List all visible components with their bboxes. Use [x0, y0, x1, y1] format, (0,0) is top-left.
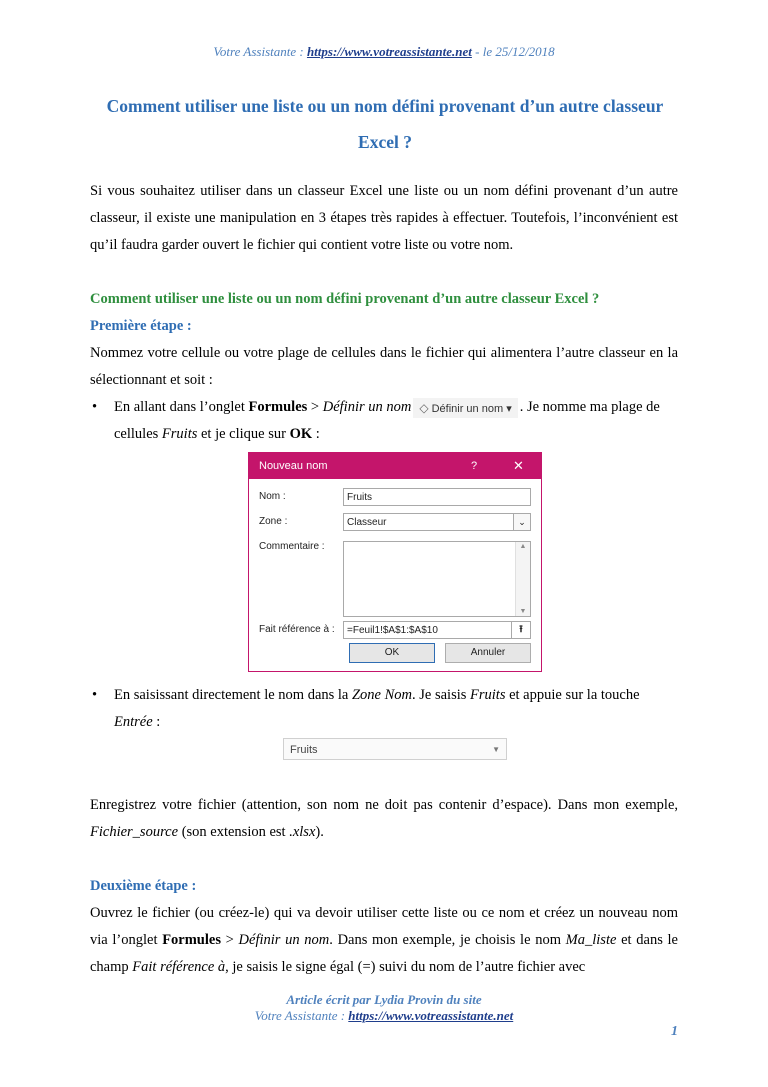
define-name-button[interactable] [413, 398, 517, 418]
step2-paragraph [90, 900, 678, 981]
text-run: (son extension est [178, 824, 290, 840]
text-run: et appuie sur la touche [505, 687, 640, 703]
name-box[interactable] [283, 738, 507, 760]
ref-input-value: =Feuil1!$A$1:$A$10 [347, 625, 438, 636]
chevron-down-icon[interactable]: ⌄ [513, 514, 530, 530]
bullet-item [90, 394, 678, 448]
text-run: et je clique sur [197, 426, 290, 442]
new-name-dialog [248, 452, 542, 672]
text-run-italic: Fruits [470, 687, 506, 703]
footer-link[interactable]: https://www.votreassistante.net [348, 1008, 514, 1023]
step2-heading: Deuxième étape : [90, 878, 197, 894]
text-run-italic: Ma_liste [565, 932, 617, 948]
text-run-italic: Zone Nom [351, 687, 413, 703]
zone-select-value: Classeur [347, 517, 387, 528]
ok-button[interactable]: OK [349, 643, 435, 663]
section-heading: Comment utiliser une liste ou un nom défini provenant d’un autre classeur Excel ? [90, 291, 600, 307]
page-footer [0, 992, 768, 1024]
text-run: Ouvrez le fichier (ou créez-le) qui va devoir utiliser cette liste ou ce nom et créez un nouveau nom via l’onglet [90, 905, 678, 948]
step1-heading: Première étape : [90, 318, 192, 334]
dropdown-arrow-icon[interactable]: ▼ [492, 745, 500, 754]
comment-textarea[interactable] [343, 541, 531, 617]
text-run-italic: Définir un nom [322, 399, 412, 415]
page-number: 1 [671, 1024, 678, 1039]
header-prefix: Votre Assistante : [213, 44, 307, 59]
text-run-italic: Définir un nom [238, 932, 330, 948]
text-run: et dans le champ [90, 932, 678, 975]
bullet1-text [114, 394, 678, 448]
text-run-italic: Fait référence à [132, 959, 226, 975]
footer-prefix: Votre Assistante : [254, 1008, 349, 1023]
header-suffix: - le 25/12/2018 [471, 44, 555, 59]
text-run: ). [315, 824, 324, 840]
text-run: En saisissant directement le nom dans la [114, 687, 352, 703]
comment-label: Commentaire : [259, 541, 325, 552]
step1-text: Nommez votre cellule ou votre plage de cellules dans le fichier qui alimentera l’autre classeur en la sélectionnant et soit : [90, 345, 678, 388]
ref-label: Fait référence à : [259, 624, 335, 635]
dialog-title: Nouveau nom [259, 460, 328, 472]
comment-scrollbar[interactable] [515, 542, 530, 616]
text-run-bold: Formules [248, 399, 308, 415]
zone-select[interactable] [343, 513, 531, 531]
bullet2-text [114, 682, 678, 736]
text-run: > [220, 932, 239, 948]
cancel-button[interactable]: Annuler [445, 643, 531, 663]
bullet-item [90, 682, 678, 736]
tag-icon: ◇ [419, 400, 429, 415]
text-run-bold: Formules [162, 932, 221, 948]
dropdown-arrow-icon: ▾ [506, 402, 512, 415]
dialog-titlebar [249, 453, 541, 479]
save-paragraph [90, 792, 678, 846]
text-run: . Je nomme ma plage de cellules [114, 399, 660, 442]
text-run: : [152, 714, 161, 730]
collapse-dialog-icon[interactable]: ⭱ [511, 622, 530, 638]
page-header [0, 44, 768, 60]
text-run: En allant dans l’onglet [114, 399, 249, 415]
header-link[interactable]: https://www.votreassistante.net [306, 44, 472, 59]
close-icon[interactable]: ✕ [513, 458, 524, 473]
ref-input[interactable] [343, 621, 531, 639]
nom-input[interactable]: Fruits [343, 488, 531, 506]
bullet-dot: • [92, 687, 98, 703]
help-icon[interactable]: ? [471, 460, 478, 472]
text-run-bold: OK [289, 426, 313, 442]
bullet-dot: • [92, 399, 98, 415]
define-name-button-label: Définir un nom [431, 402, 504, 415]
text-run: . Dans mon exemple, je choisis le nom [329, 932, 566, 948]
text-run-italic: .xlsx [289, 824, 316, 840]
footer-line2 [0, 1008, 768, 1024]
text-run: , je saisis le signe égal (=) suivi du nom de l’autre fichier avec [225, 959, 586, 975]
footer-line1: Article écrit par Lydia Provin du site [286, 992, 482, 1007]
text-run-italic: Fichier_source [90, 824, 179, 840]
text-run: > [307, 399, 323, 415]
text-run-italic: Entrée [114, 714, 153, 730]
name-box-value: Fruits [290, 744, 318, 756]
intro-paragraph: Si vous souhaitez utiliser dans un classeur Excel une liste ou un nom défini provenant d’un autre classeur, il existe une manipulation en 3 étapes très rapides à effectuer. Toutefois, l’inconvénient est qu’il faudra garder ouvert le fichier qui contient votre liste ou votre nom. [90, 183, 678, 253]
text-run: Enregistrez votre fichier (attention, son nom ne doit pas contenir d’espace). Dans mon exemple, [90, 797, 678, 813]
scroll-down-icon[interactable]: ▼ [519, 608, 527, 615]
scroll-up-icon[interactable]: ▲ [519, 543, 527, 550]
zone-label: Zone : [259, 516, 288, 527]
text-run: . Je saisis [412, 687, 471, 703]
text-run-italic: Fruits [161, 426, 198, 442]
page-title: Comment utiliser une liste ou un nom défini provenant d’un autre classeur Excel ? [106, 96, 664, 152]
text-run: : [312, 426, 320, 442]
nom-label: Nom : [259, 491, 286, 502]
